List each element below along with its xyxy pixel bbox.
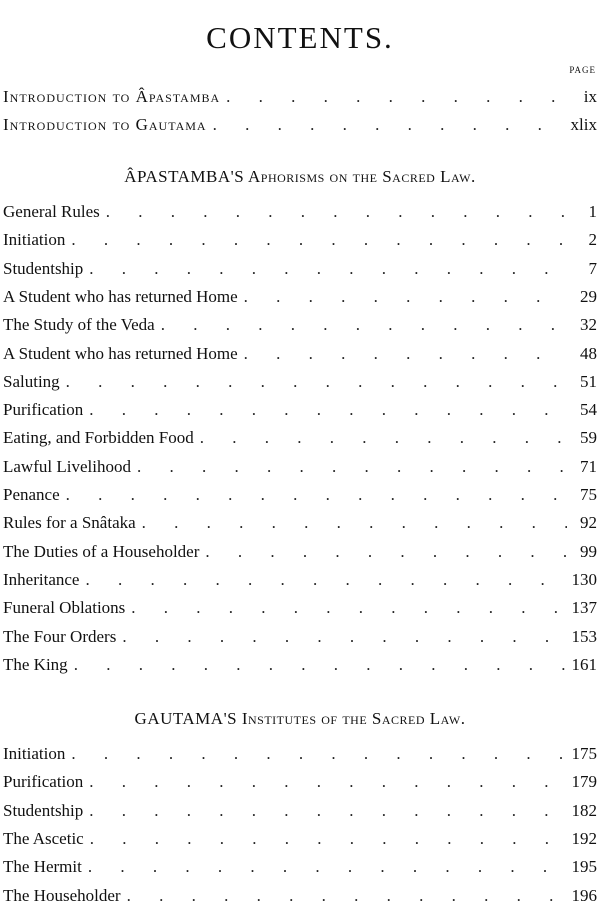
toc-entry-page: 192 xyxy=(571,828,597,848)
toc-entry xyxy=(3,769,597,795)
dot-leader xyxy=(74,652,566,678)
toc-entry-page: 75 xyxy=(580,485,597,504)
dot-leader xyxy=(127,883,566,909)
toc-entry-label: Rules for a Snâtaka xyxy=(3,513,136,533)
toc-entry-page: 48 xyxy=(580,343,597,363)
toc-entry xyxy=(3,312,597,338)
toc-entry-label: Initiation xyxy=(3,744,66,763)
toc-entry xyxy=(3,341,597,367)
toc-entry-page: 54 xyxy=(580,400,597,420)
dot-leader xyxy=(89,769,565,795)
dot-leader xyxy=(213,112,565,138)
toc-entry xyxy=(3,199,597,225)
toc-entry-label: The Householder xyxy=(3,885,121,905)
page-column-label: PAGE xyxy=(569,65,596,75)
toc-entry-label: Introduction to Gautama xyxy=(3,115,207,134)
toc-entry-label: General Rules xyxy=(3,202,100,221)
toc-entry-page: 196 xyxy=(571,885,597,905)
toc-entry xyxy=(3,826,597,852)
toc-entry-page: 175 xyxy=(571,744,597,763)
toc-entry-label: Studentship xyxy=(3,800,84,820)
toc-entry-label: Introduction to Âpastamba xyxy=(3,87,221,106)
section-heading-gautama: GAUTAMA'S Institutes of the Sacred Law. xyxy=(134,709,466,728)
toc-entry xyxy=(3,510,597,536)
toc-entry xyxy=(3,369,597,395)
dot-leader xyxy=(71,741,565,767)
toc-entry-page: 2 xyxy=(588,230,597,250)
dot-leader xyxy=(88,854,566,880)
toc-entry-page: 137 xyxy=(571,598,597,618)
dot-leader xyxy=(142,510,567,536)
toc-entry xyxy=(3,425,597,451)
dot-leader xyxy=(244,341,567,367)
toc-entry-page: 179 xyxy=(571,772,597,792)
dot-leader xyxy=(89,798,565,824)
toc-entry-page: 161 xyxy=(571,654,597,674)
toc-entry xyxy=(3,624,597,650)
dot-leader xyxy=(90,826,566,852)
page-title: CONTENTS. xyxy=(206,19,394,55)
toc-entry-label: The Study of the Veda xyxy=(3,315,155,335)
toc-entry-label: A Student who has returned Home xyxy=(3,343,238,363)
dot-leader xyxy=(89,397,567,423)
toc-entry-label: Initiation xyxy=(3,230,66,250)
toc-entry-page: 59 xyxy=(580,428,597,448)
dot-leader xyxy=(71,227,567,253)
toc-entry-page: 130 xyxy=(571,569,597,589)
toc-entry-label: Studentship xyxy=(3,258,84,278)
dot-leader xyxy=(226,84,567,110)
dot-leader xyxy=(66,482,567,508)
toc-entry-page: 99 xyxy=(580,541,597,561)
dot-leader xyxy=(89,256,567,282)
toc-entry xyxy=(3,567,597,593)
toc-entry-page: 153 xyxy=(571,626,597,646)
toc-entry-page: 71 xyxy=(580,456,597,476)
toc-entry-label: The Hermit xyxy=(3,857,82,877)
toc-entry-page: 32 xyxy=(580,315,597,335)
toc-entry-label: Lawful Livelihood xyxy=(3,456,131,476)
toc-entry xyxy=(3,883,597,909)
toc-entry-page: 51 xyxy=(580,371,597,391)
toc-entry-label: The Four Orders xyxy=(3,626,117,646)
toc-entry-label: A Student who has returned Home xyxy=(3,286,238,306)
toc-entry-intro-gautama xyxy=(3,112,597,138)
toc-entry-page: 195 xyxy=(571,857,597,877)
toc-entry xyxy=(3,227,597,253)
dot-leader xyxy=(122,624,565,650)
toc-entry xyxy=(3,652,597,678)
toc-entry-label: Purification xyxy=(3,772,84,792)
toc-entry-label: Purification xyxy=(3,400,84,420)
dot-leader xyxy=(106,199,567,225)
dot-leader xyxy=(137,454,567,480)
toc-entry-page: 7 xyxy=(588,258,597,278)
toc-entry-page: 29 xyxy=(580,286,597,306)
toc-entry xyxy=(3,397,597,423)
dot-leader xyxy=(131,595,565,621)
toc-entry-label: Eating, and Forbidden Food xyxy=(3,428,194,448)
toc-entry-page: xlix xyxy=(570,115,597,134)
toc-entry xyxy=(3,539,597,565)
dot-leader xyxy=(161,312,567,338)
toc-entry-page: 92 xyxy=(580,513,597,533)
toc-entry xyxy=(3,256,597,282)
toc-entry-label: Inheritance xyxy=(3,569,80,589)
dot-leader xyxy=(66,369,567,395)
toc-entry xyxy=(3,454,597,480)
toc-entry xyxy=(3,284,597,310)
toc-entry xyxy=(3,595,597,621)
toc-entry-page: ix xyxy=(583,87,597,106)
toc-entry xyxy=(3,482,597,508)
toc-entry-label: The Duties of a Householder xyxy=(3,541,200,561)
toc-entry xyxy=(3,741,597,767)
toc-entry-label: Penance xyxy=(3,485,60,504)
toc-entry-label: Funeral Oblations xyxy=(3,598,126,618)
dot-leader xyxy=(85,567,565,593)
dot-leader xyxy=(200,425,567,451)
section-heading-apastamba: ÂPASTAMBA'S Aphorisms on the Sacred Law. xyxy=(124,167,476,186)
toc-entry xyxy=(3,798,597,824)
toc-entry-label: Saluting xyxy=(3,371,60,391)
dot-leader xyxy=(205,539,567,565)
toc-entry-label: The King xyxy=(3,654,68,674)
toc-entry-page: 182 xyxy=(571,800,597,820)
toc-entry-label: The Ascetic xyxy=(3,828,84,848)
toc-entry-page: 1 xyxy=(588,202,597,221)
dot-leader xyxy=(244,284,567,310)
toc-entry xyxy=(3,854,597,880)
toc-entry-intro-apastamba xyxy=(3,84,597,110)
